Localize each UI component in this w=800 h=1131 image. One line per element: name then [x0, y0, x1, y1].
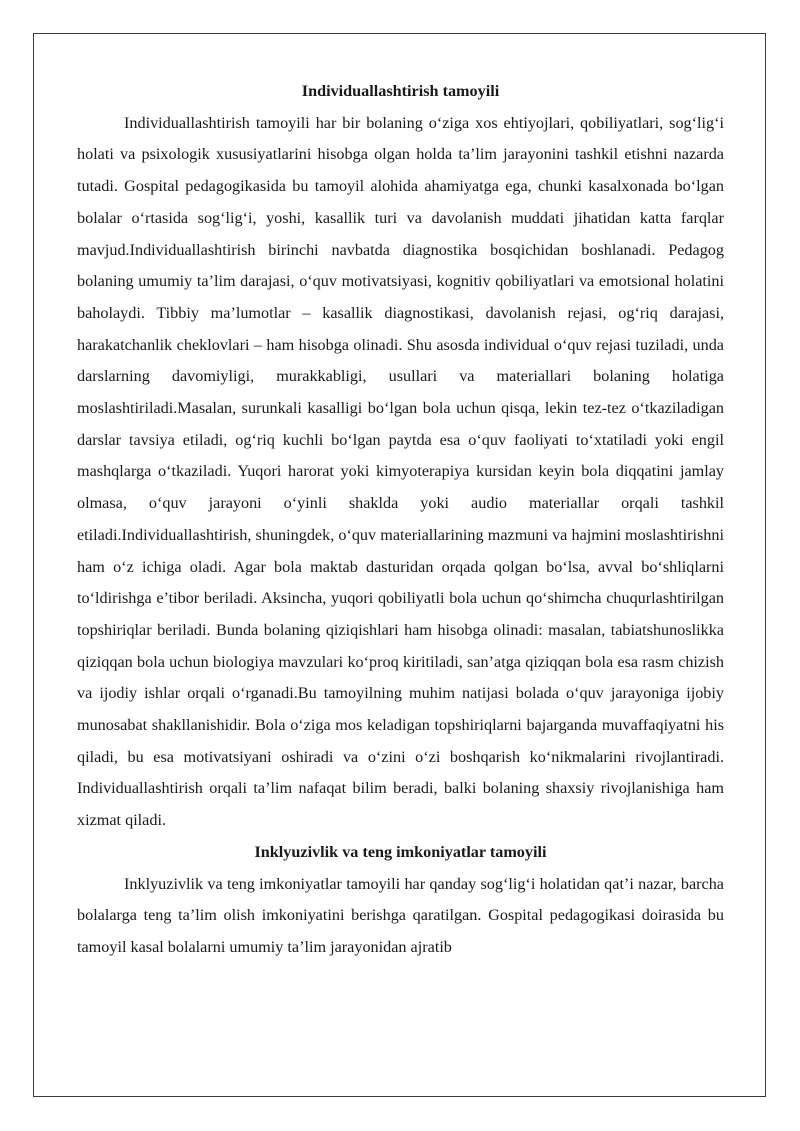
- document-content: [77, 76, 724, 964]
- section-heading-individualization: Individuallashtirish tamoyili: [301, 82, 500, 100]
- page-frame: [33, 33, 766, 1097]
- section-heading-inclusion: Inklyuzivlik va teng imkoniyatlar tamoyili: [254, 842, 547, 861]
- section-body-inclusion: Inklyuzivlik va teng imkoniyatlar tamoyili har qanday sog‘lig‘i holatidan qat’i nazar, barcha bolalarga teng ta’lim olish imkoniyatini berishga qaratilgan. Gospital pedagogikasi doirasida bu tamoyil kasal bolalarni umumiy ta’lim jarayonidan ajratib: [77, 874, 724, 956]
- section-body-individualization: Individuallashtirish tamoyili har bir bolaning o‘ziga xos ehtiyojlari, qobiliyatlari, sog‘lig‘i holati va psixologik xususiyatlarini hisobga olgan holda ta’lim jarayonini tashkil etishni nazarda tutadi. Gospital pedagogikasida bu tamoyil alohida ahamiyatga ega, chunki kasalxonada bo‘lgan bolalar o‘rtasida sog‘lig‘i, yoshi, kasallik turi va davolanish muddati jihatidan katta farqlar mavjud.Individuallashtirish birinchi navbatda diagnostika bosqichidan boshlanadi. Pedagog bolaning umumiy ta’lim darajasi, o‘quv motivatsiyasi, kognitiv qobiliyatlari va emotsional holatini baholaydi. Tibbiy ma’lumotlar – kasallik diagnostikasi, davolanish rejasi, og‘riq darajasi, harakatchanlik cheklovlari – ham hisobga olinadi. Shu asosda individual o‘quv rejasi tuziladi, unda darslarning davomiyligi, murakkabligi, usullari va materiallari bolaning holatiga moslashtiriladi.Masalan, surunkali kasalligi bo‘lgan bola uchun qisqa, lekin tez-tez o‘tkaziladigan darslar tavsiya etiladi, og‘riq kuchli bo‘lgan paytda esa o‘quv faoliyati to‘xtatiladi yoki engil mashqlarga o‘tkaziladi. Yuqori harorat yoki kimyoterapiya kursidan keyin bola diqqatini jamlay olmasa, o‘quv jarayoni o‘yinli shaklda yoki audio materiallar orqali tashkil etiladi.Individuallashtirish, shuningdek, o‘quv materiallarining mazmuni va hajmini moslashtirishni ham o‘z ichiga oladi. Agar bola maktab dasturidan orqada qolgan bo‘lsa, avval bo‘shliqlarni to‘ldirishga e’tibor beriladi. Aksincha, yuqori qobiliyatli bola uchun qo‘shimcha chuqurlashtirilgan topshiriqlar beriladi. Bunda bolaning qiziqishlari ham hisobga olinadi: masalan, tabiatshunoslikka qiziqqan bola uchun biologiya mavzulari ko‘proq kiritiladi, san’atga qiziqqan bola esa rasm chizish va ijodiy ishlar orqali o‘rganadi.Bu tamoyilning muhim natijasi bolada o‘quv jarayoniga ijobiy munosabat shakllanishidir. Bola o‘ziga mos keladigan topshiriqlarni bajarganda muvaffaqiyatni his qiladi, bu esa motivatsiyani oshiradi va o‘zini o‘zi boshqarish ko‘nikmalarini rivojlantiradi. Individuallashtirish orqali ta’lim nafaqat bilim beradi, balki bolaning shaxsiy rivojlanishiga ham xizmat qiladi.: [77, 113, 724, 830]
